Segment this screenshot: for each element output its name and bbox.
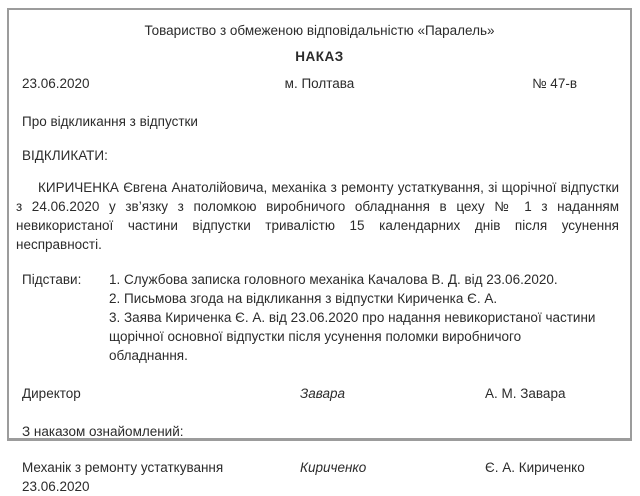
document-meta-row bbox=[22, 74, 617, 93]
signature-row-mechanic bbox=[22, 458, 617, 496]
signer-position: Директор bbox=[22, 386, 81, 401]
signing-date: 23.06.2020 bbox=[22, 479, 90, 494]
grounds-label: Підстави: bbox=[22, 272, 82, 287]
signature-autograph: Завара bbox=[300, 386, 346, 401]
signature-autograph: Кириченко bbox=[300, 460, 367, 475]
signer-position-block bbox=[22, 458, 300, 496]
directive-keyword: ВІДКЛИКАТИ: bbox=[22, 148, 108, 163]
order-body-paragraph: КИРИЧЕНКА Євгена Анатолійовича, механіка з ремонту устаткування, зі щорічної відпустки з 24.06.2020 у зв’язку з поломкою виробничого обладнання в цеху № 1 з наданням невикористаної частини відпустки тривалістю 15 календарних днів після усунення несправності. bbox=[16, 180, 619, 252]
grounds-section bbox=[22, 270, 617, 365]
acknowledged-label: З наказом ознайомлений: bbox=[22, 424, 184, 439]
document-title: НАКАЗ bbox=[295, 49, 344, 64]
signer-name: А. М. Завара bbox=[485, 386, 566, 401]
document-number: № 47-в bbox=[532, 76, 577, 91]
signer-name: Є. А. Кириченко bbox=[485, 460, 585, 475]
signature-row-director bbox=[22, 384, 617, 403]
grounds-item-1: 1. Службова записка головного механіка Качалова В. Д. від 23.06.2020. bbox=[109, 272, 558, 287]
organization-name: Товариство з обмеженою відповідальністю «Паралель» bbox=[144, 23, 495, 38]
document-content bbox=[9, 10, 630, 496]
grounds-list bbox=[109, 270, 601, 365]
grounds-item-2: 2. Письмова згода на відкликання з відпустки Кириченка Є. А. bbox=[109, 291, 498, 306]
document-place: м. Полтава bbox=[284, 76, 355, 91]
signer-position: Механік з ремонту устаткування bbox=[22, 460, 224, 475]
document-subject: Про відкликання з відпустки bbox=[22, 114, 198, 129]
document-border-frame bbox=[7, 8, 632, 494]
document-date: 23.06.2020 bbox=[22, 76, 90, 91]
grounds-item-3: 3. Заява Кириченка Є. А. від 23.06.2020 про надання невикористаної частини щорічної основної відпустки після усунення поломки виробничого обладнання. bbox=[109, 310, 596, 363]
